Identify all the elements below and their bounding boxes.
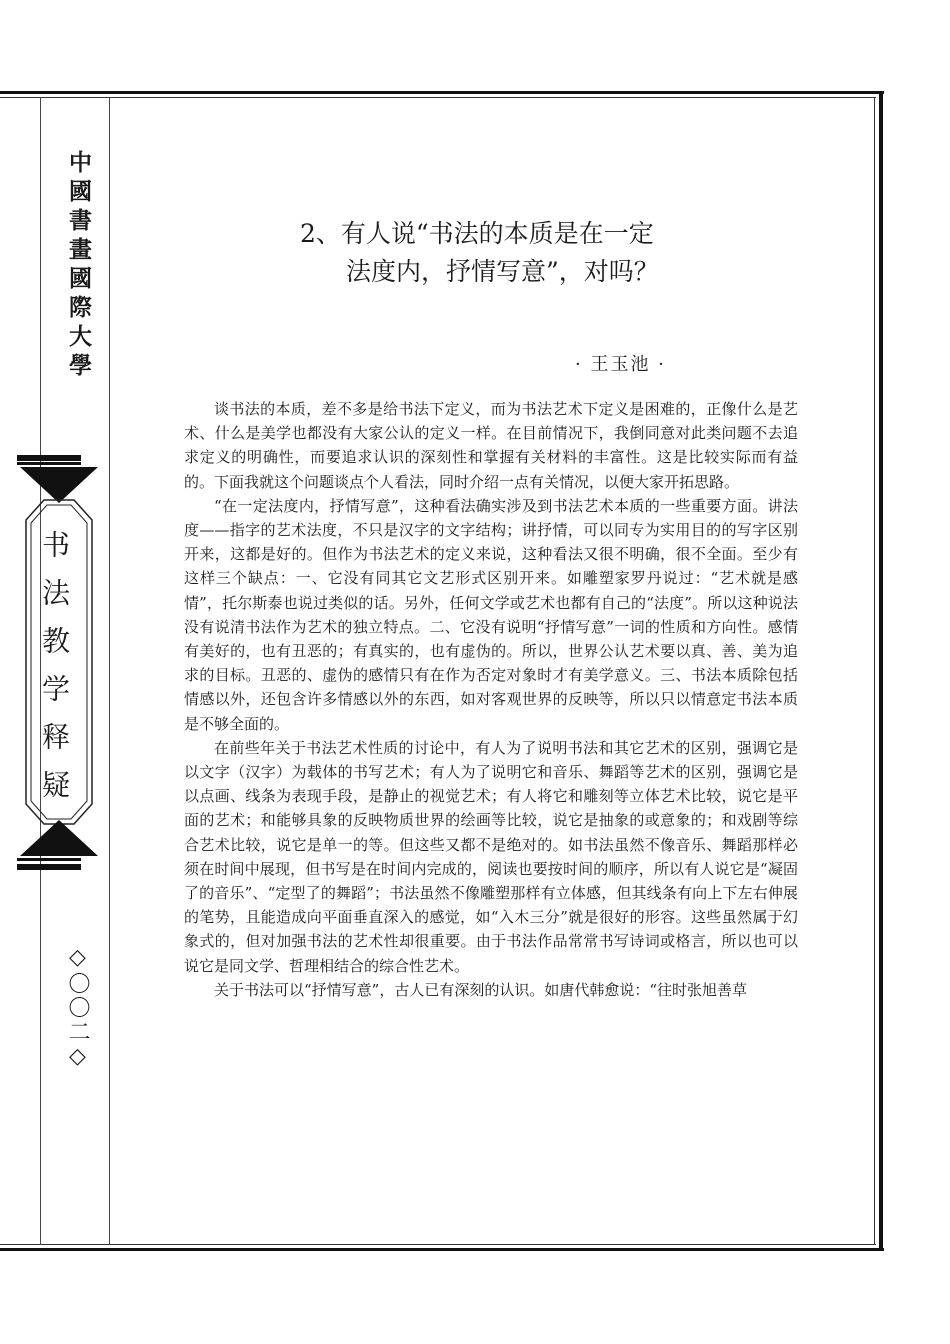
paragraph: “在一定法度内，抒情写意”，这种看法确实涉及到书法艺术本质的一些重要方面。讲法度——指字的艺术法度，不只是汉字的文字结构；讲抒情，可以同专为实用目的的写字区别开来，这都是好的。但作为书法艺术的定义来说，这种看法又很不明确，很不全面。至少有这样三个缺点：一、它没有同其它文艺形式区别开来。如雕塑家罗丹说过：“艺术就是感情”，托尔斯泰也说过类似的话。另外，任何文学或艺术也都有自己的“法度”。所以这种说法没有说清书法作为艺术的独立特点。二、它没有说明“抒情写意”一词的性质和方向性。感情有美好的，也有丑恶的；有真实的，也有虚伪的。所以，世界公认艺术要以真、善、美为追求的目标。丑恶的、虚伪的感情只有在作为否定对象时才有美学意义。三、书法本质除包括情感以外，还包含许多情感以外的东西，如对客观世界的反映等，所以只以情意定书法本质是不够全面的。 [184, 496, 798, 733]
page-frame-bottom [0, 1248, 884, 1251]
ornament-bar [17, 455, 81, 461]
article-body [184, 397, 798, 1002]
paragraph: 在前些年关于书法艺术性质的讨论中，有人为了说明书法和其它艺术的区别，强调它是以文字（汉字）为载体的书写艺术；有人为了说明它和音乐、舞蹈等艺术的区别，强调它是以点画、线条为表现手段，是静止的视觉艺术；有人将它和雕刻等立体艺术比较，说它是平面的艺术；和能够具象的反映物质世界的绘画等比较，说它是抽象的或意象的；和戏剧等综合艺术比较，说它是单一的等。但这些又都不是绝对的。如书法虽然不像音乐、舞蹈那样必须在时间中展现，但书写是在时间内完成的，阅读也要按时间的顺序，所以有人说它是“凝固了的音乐”、“定型了的舞蹈”；书法虽然不像雕塑那样有立体感，但其线条有向上下左右伸展的笔势，且能造成向平面垂直深入的感觉，如“入木三分”就是很好的形容。这些虽然属于幻象式的，但对加强书法的艺术性却很重要。由于书法作品常常书写诗词或格言，所以也可以说它是同文学、哲理相结合的综合性艺术。 [184, 738, 798, 975]
sidebar-divider-right [109, 97, 110, 1245]
page-frame-top [0, 91, 884, 94]
paragraph: 关于书法可以“抒情写意”，古人已有深刻的认识。如唐代韩愈说：“往时张旭善草 [214, 980, 748, 999]
ornament-bottom-icon [18, 818, 100, 858]
article-title-line-2: 法度内，抒情写意”，对吗？ [346, 257, 659, 286]
page-frame-right [879, 91, 883, 1251]
author-name: · 王玉池 · [575, 354, 666, 375]
page-number: ◇〇〇二◇ [65, 945, 90, 1071]
page-frame-inner-top [0, 97, 876, 98]
ornament-bar [17, 858, 81, 861]
paragraph: 谈书法的本质，差不多是给书法下定义，而为书法艺术下定义是困难的，正像什么是艺术、什么是美学也都没有大家公认的定义一样。在目前情况下，我倒同意对此类问题不去追求定义的明确性，而要追求认识的深刻性和掌握有关材料的丰富性。这是比较实际而有益的。下面我就这个问题谈点个人看法，同时介绍一点有关情况，以便大家开拓思路。 [184, 400, 798, 491]
page-frame-inner-right [874, 97, 875, 1244]
school-name: 中國書畫國際大學 [65, 150, 91, 382]
page-frame-inner-bottom [0, 1244, 876, 1245]
ornament-bar [17, 864, 81, 870]
article-title [300, 215, 700, 291]
series-title: 书法教学释疑 [38, 530, 71, 818]
article-title-line-1: 2、有人说“书法的本质是在一定 [300, 219, 654, 248]
